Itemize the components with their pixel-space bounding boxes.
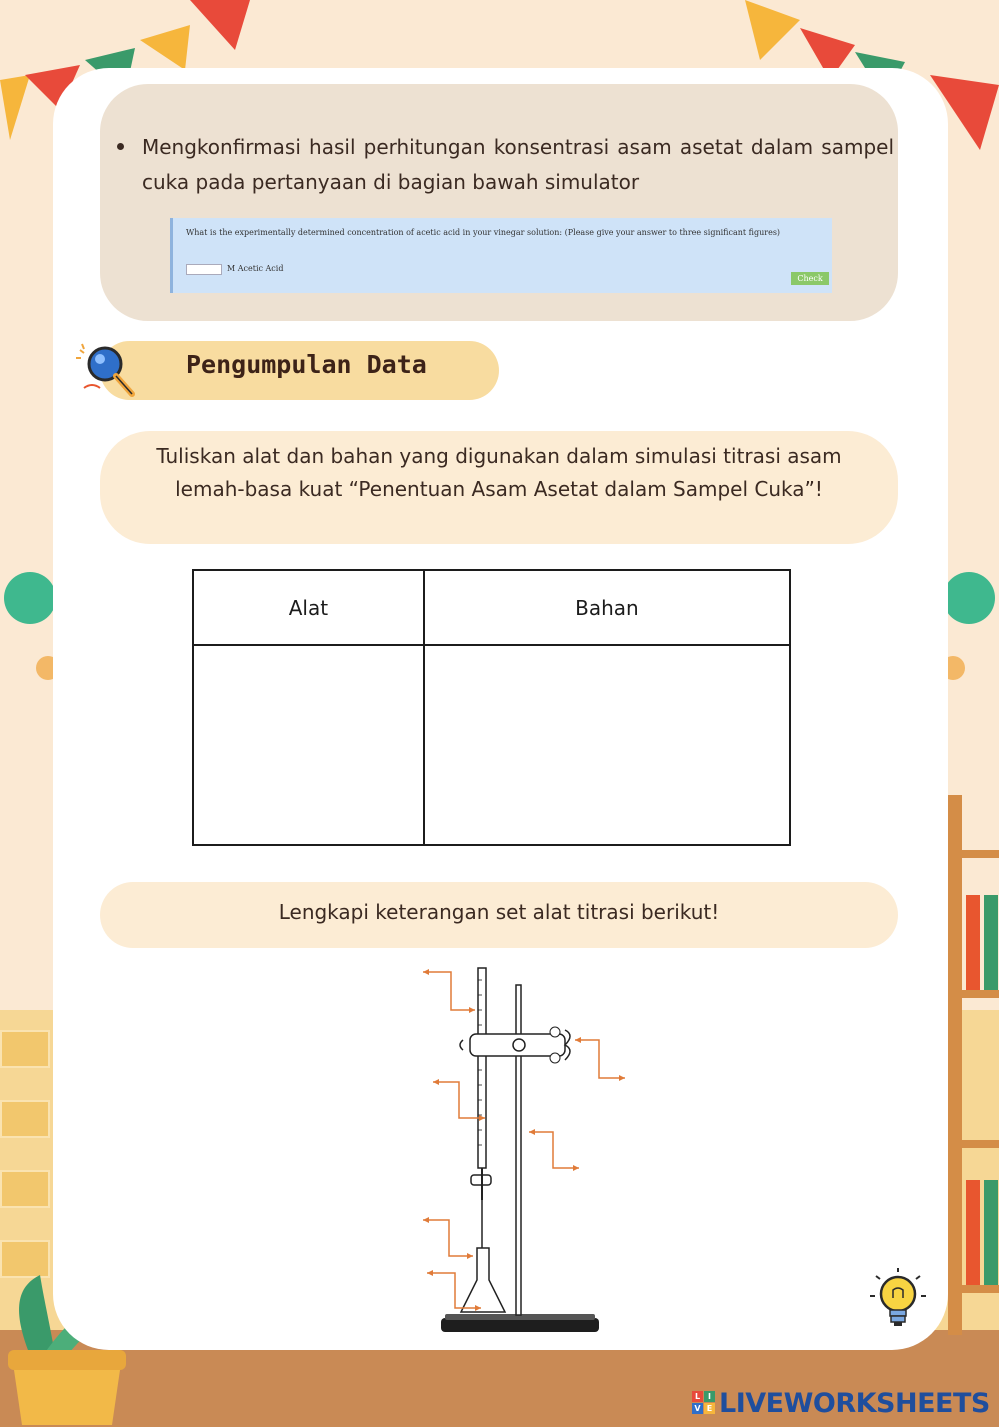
logo-text: LIVEWORKSHEETS	[719, 1387, 990, 1419]
simulator-screenshot	[170, 218, 832, 293]
simulator-check-button: Check	[791, 272, 829, 285]
magnifier-icon	[72, 340, 142, 402]
lightbulb-icon	[868, 1266, 928, 1338]
alat-answer-cell[interactable]	[193, 645, 424, 845]
bookshelf-decoration	[948, 795, 999, 1335]
wall-brick	[0, 1030, 50, 1068]
stand-base	[441, 1318, 599, 1332]
liveworksheets-logo	[692, 1386, 990, 1420]
bullet-point	[117, 143, 124, 150]
intro-bullet-text: Mengkonfirmasi hasil perhitungan konsentrasi asam asetat dalam sampel cuka pada pertanyaan di bagian bawah simulator	[142, 135, 894, 194]
tools-materials-table	[192, 569, 791, 846]
wall-brick	[0, 1170, 50, 1208]
right-lamp-decoration	[945, 560, 999, 700]
wall-brick	[0, 1100, 50, 1138]
simulator-question: What is the experimentally determined concentration of acetic acid in your vinegar solution: (Please give your answer to three significant figures)	[186, 228, 781, 237]
burette	[478, 968, 486, 1168]
table-header-bahan: Bahan	[424, 570, 790, 645]
bahan-answer-cell[interactable]	[424, 645, 790, 845]
instruction-tools-text: Tuliskan alat dan bahan yang digunakan dalam simulasi titrasi asam lemah-basa kuat “Penentuan Asam Asetat dalam Sampel Cuka”!	[156, 444, 842, 501]
simulator-answer-input	[186, 264, 222, 275]
left-lamp-decoration	[0, 560, 60, 700]
titration-apparatus-diagram	[415, 960, 645, 1340]
simulator-unit-label: M Acetic Acid	[227, 264, 284, 273]
table-header-alat: Alat	[193, 570, 424, 645]
instruction-apparatus-text: Lengkapi keterangan set alat titrasi berikut!	[278, 900, 720, 924]
logo-icon: L I V E	[692, 1391, 716, 1415]
section-title: Pengumpulan Data	[186, 350, 427, 379]
